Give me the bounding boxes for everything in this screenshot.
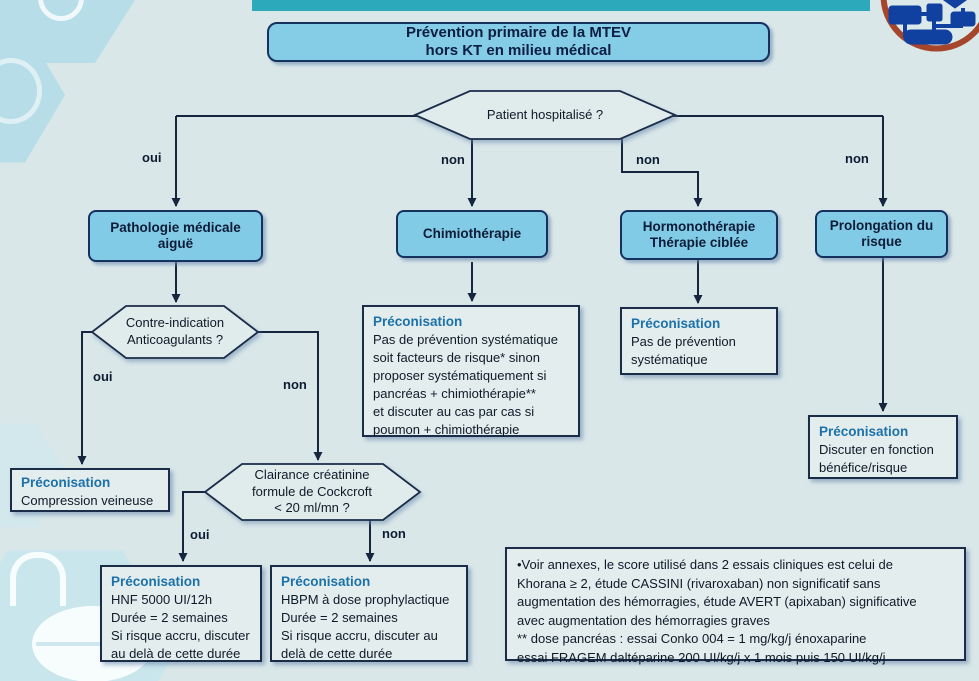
reco-compression xyxy=(10,468,170,512)
text-line: Pas de prévention systématique xyxy=(373,332,558,347)
text-line: •Voir annexes, le score utilisé dans 2 essais cliniques est celui de xyxy=(517,557,893,572)
text-line: Pas de prévention xyxy=(631,334,736,349)
reco-hbpm xyxy=(270,565,468,662)
decision-clearance-label xyxy=(232,467,392,517)
text-line: bénéfice/risque xyxy=(819,460,908,475)
text-line: Clairance créatinine xyxy=(254,467,370,482)
text-line: Si risque accru, discuter au xyxy=(281,628,438,643)
text-line: < 20 ml/mn ? xyxy=(274,500,350,515)
node-chemotherapy xyxy=(396,210,548,258)
text-line: Durée = 2 semaines xyxy=(281,610,398,625)
reco-header: Préconisation xyxy=(21,475,111,490)
reco-header: Préconisation xyxy=(373,314,463,329)
text-line: Thérapie ciblée xyxy=(649,235,749,250)
footnote-box xyxy=(505,547,966,665)
reco-header: Préconisation xyxy=(281,574,371,589)
text-line: essai FRAGEM daltéparine 200 UI/kg/j x 1 mois puis 150 UI/kg/j xyxy=(517,649,886,665)
edge-label-non: non xyxy=(845,151,869,166)
text-line: formule de Cockcroft xyxy=(252,483,372,499)
text-line: HBPM à dose prophylactique xyxy=(281,592,450,607)
reco-header: Préconisation xyxy=(819,424,909,439)
node-acute-medical xyxy=(88,210,263,262)
text-line: et discuter au cas par cas si xyxy=(373,404,535,419)
text-line: delà de cette durée xyxy=(281,646,393,661)
decision-hospitalised-label: Patient hospitalisé ? xyxy=(486,107,604,122)
node-hormone-therapy xyxy=(620,210,778,260)
edge-label-non: non xyxy=(382,526,406,541)
text-line: augmentation des hémorragies, étude AVERT (apixaban) significative xyxy=(517,594,917,610)
reco-header: Préconisation xyxy=(111,574,201,589)
edge-label-non: non xyxy=(441,152,465,167)
reco-header: Préconisation xyxy=(631,316,721,331)
text-line: Anticoagulants ? xyxy=(126,331,224,347)
text-line: Compression veineuse xyxy=(21,493,154,508)
text-line: Hormonothérapie xyxy=(642,218,756,234)
text-line: Pathologie médicale xyxy=(110,219,241,235)
text-line: Contre-indication xyxy=(125,315,225,330)
text-line: pancréas + chimiothérapie** xyxy=(373,386,536,401)
text-line: Si risque accru, discuter xyxy=(111,628,250,643)
reco-risk-prolongation xyxy=(808,415,958,479)
page-title xyxy=(267,22,770,62)
text-line: Durée = 2 semaines xyxy=(111,610,228,625)
decision-contraindication-label xyxy=(105,315,245,348)
text-line: poumon + chimiothérapie xyxy=(373,422,520,437)
text-line: au delà de cette durée xyxy=(111,646,241,661)
text-line: avec augmentation des hémorragies graves xyxy=(517,612,770,628)
node-risk-prolongation xyxy=(815,210,948,258)
text-line: Discuter en fonction xyxy=(819,442,934,457)
text-line: Chimiothérapie xyxy=(422,225,522,241)
text-line: Prolongation du xyxy=(829,217,934,233)
edge-label-oui: oui xyxy=(190,527,210,542)
edge-label-oui: oui xyxy=(93,369,113,384)
edge-label-oui: oui xyxy=(142,150,162,165)
text-line: systématique xyxy=(631,352,708,367)
text-line: proposer systématiquement si xyxy=(373,368,547,383)
title-line: hors KT en milieu médical xyxy=(425,42,612,59)
logo-flowchart-icon xyxy=(877,0,979,55)
text-line: ** dose pancréas : essai Conko 004 = 1 mg/kg/j énoxaparine xyxy=(517,631,867,647)
edge-label-non: non xyxy=(283,377,307,392)
text-line: risque xyxy=(861,234,902,249)
title-line: Prévention primaire de la MTEV xyxy=(405,24,632,41)
text-line: soit facteurs de risque* sinon xyxy=(373,350,540,365)
reco-hnf xyxy=(100,565,262,662)
text-line: aiguë xyxy=(157,236,194,251)
edge-label-non: non xyxy=(636,152,660,167)
reco-hormone xyxy=(620,307,778,375)
text-line: Khorana ≥ 2, étude CASSINI (rivaroxaban) non significatif sans xyxy=(517,575,881,591)
text-line: HNF 5000 UI/12h xyxy=(111,592,213,607)
reco-chemotherapy xyxy=(362,305,580,437)
